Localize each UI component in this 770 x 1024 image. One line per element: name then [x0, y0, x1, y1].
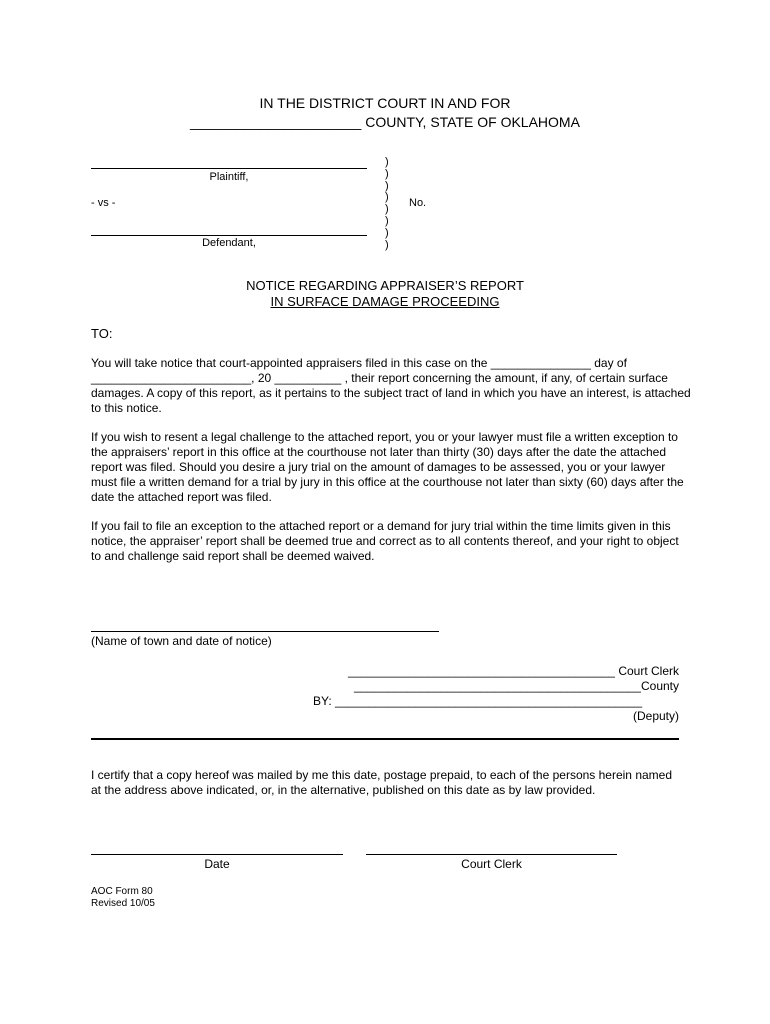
- section-divider: [91, 738, 679, 740]
- notice-paragraph-1: You will take notice that court-appointed appraisers filed in this case on the _______________ day of ________________________, 20 __________ , their report concerning the amount, if any, of certain surface damages. A copy of this report, as it pertains to the subject tract of land in which you have an interest, is attached to this notice.: [91, 356, 691, 415]
- notice-paragraph-3: If you fail to file an exception to the attached report or a demand for jury trial within the time limits given in this notice, the appraiser’ report shall be deemed true and correct as to all contents thereof, and your right to object to and challenge said report shall be deemed waived.: [91, 519, 679, 563]
- defendant-line[interactable]: [91, 235, 367, 236]
- certificate-of-mailing: I certify that a copy hereof was mailed by me this date, postage prepaid, to each of the persons herein named at the address above indicated, or, in the alternative, published on this date as by law provided.: [91, 768, 673, 797]
- town-date-line[interactable]: [91, 631, 439, 632]
- plaintiff-label: Plaintiff,: [209, 171, 249, 183]
- notice-paragraph-2: If you wish to resent a legal challenge to the attached report, you or your lawyer must file a written exception to the appraisers’ report in this office at the courthouse not later than thirty (30) days after the date the attached report was filed. Should you desire a jury trial on the amount of damages to be assessed, you or your lawyer must file a written demand for a trial by jury in this office at the courthouse not later than sixty (60) days after the date the attached report was filed.: [91, 430, 684, 504]
- county-line[interactable]: ___________________________________________County: [354, 679, 679, 693]
- town-date-label: (Name of town and date of notice): [91, 634, 272, 648]
- clerk-label: Court Clerk: [461, 857, 522, 871]
- date-signature-line[interactable]: [91, 854, 343, 855]
- court-clerk-line[interactable]: ________________________________________ Court Clerk: [348, 664, 679, 678]
- plaintiff-line[interactable]: [91, 168, 367, 169]
- court-header-line1: IN THE DISTRICT COURT IN AND FOR: [259, 95, 511, 111]
- clerk-signature-line[interactable]: [366, 854, 617, 855]
- court-header-line2: ______________________ COUNTY, STATE OF OKLAHOMA: [190, 114, 580, 130]
- defendant-label: Defendant,: [202, 237, 256, 249]
- notice-title-line1: NOTICE REGARDING APPRAISER’S REPORT: [246, 278, 524, 293]
- date-label: Date: [204, 857, 230, 871]
- by-deputy-line[interactable]: BY: ______________________________________________: [313, 694, 643, 708]
- case-number-label: No.: [409, 197, 427, 209]
- deputy-label: (Deputy): [632, 709, 679, 723]
- to-label: TO:: [91, 326, 113, 341]
- vs-label: - vs -: [91, 197, 116, 209]
- form-number: AOC Form 80: [91, 886, 153, 897]
- notice-title-line2: IN SURFACE DAMAGE PROCEEDING: [270, 294, 500, 309]
- form-revision: Revised 10/05: [91, 898, 155, 909]
- caption-parentheses: ) ) ) ) ) ) ) ): [385, 156, 389, 251]
